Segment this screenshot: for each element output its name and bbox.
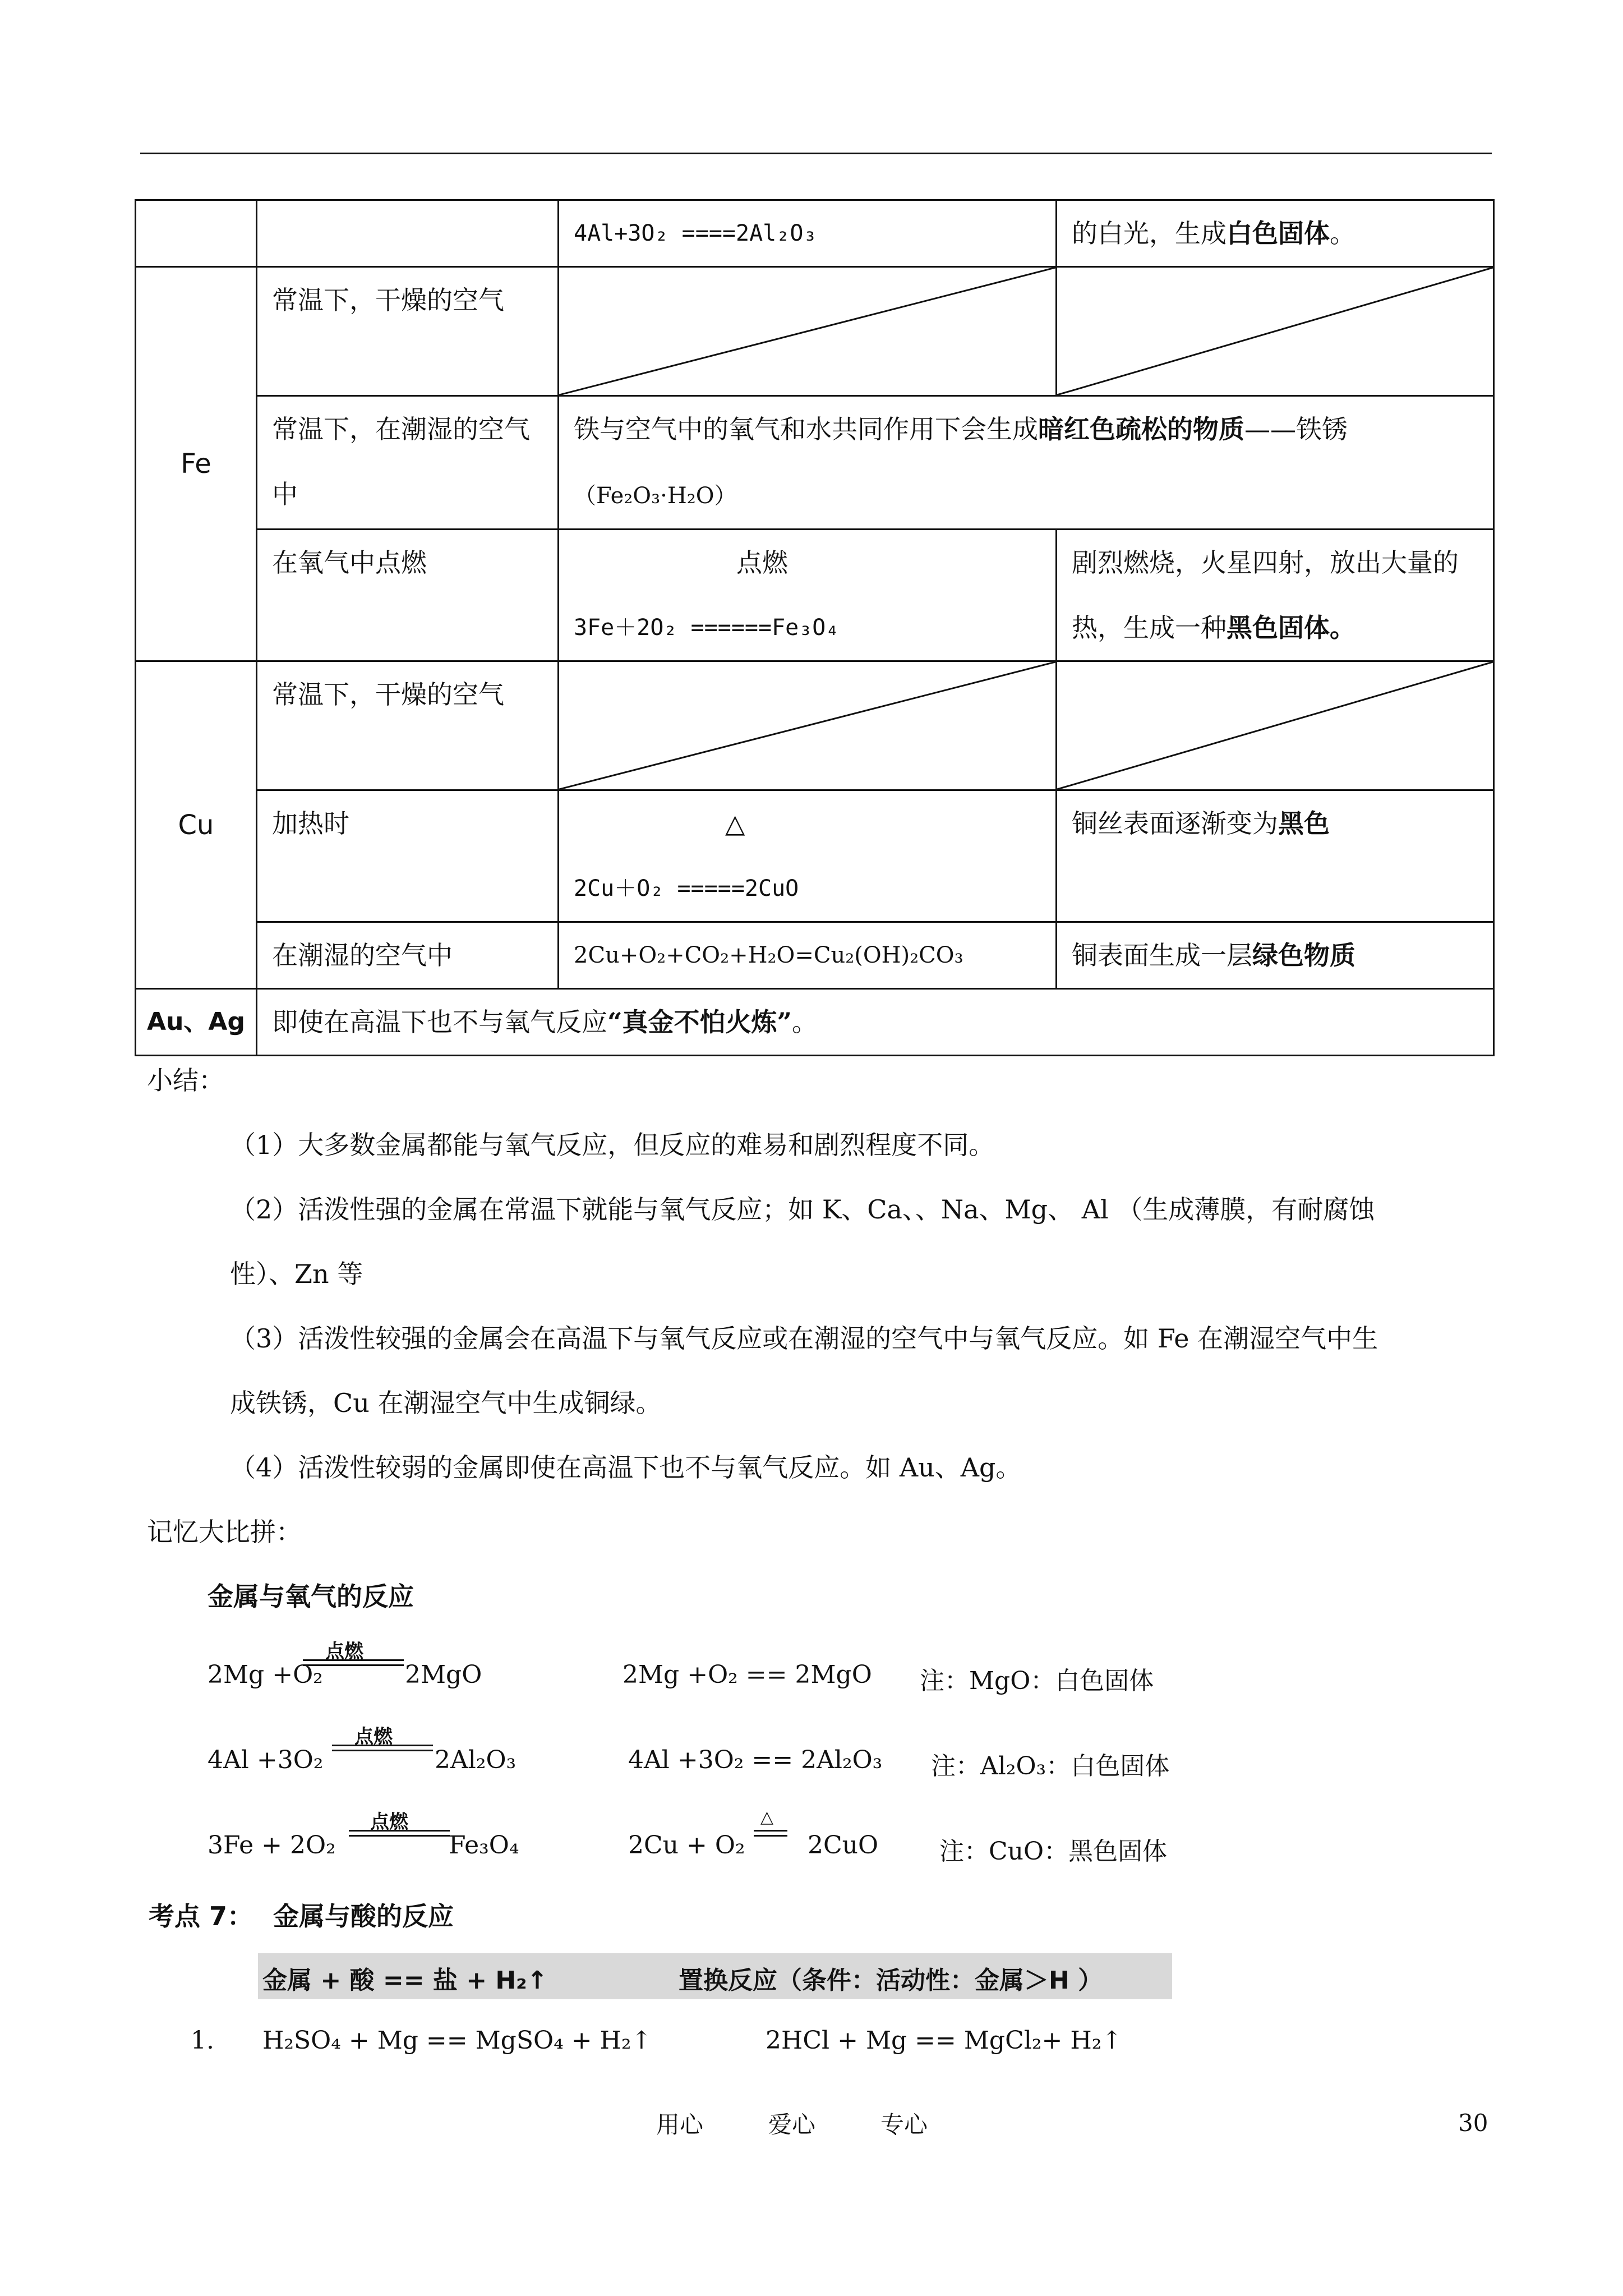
banner-left: 金属 + 酸 == 盐 + H₂↑ bbox=[262, 1966, 548, 1995]
table-row-fe-humid bbox=[136, 396, 1494, 530]
reaction-1-note: 注：MgO：白色固体 bbox=[920, 1667, 1154, 1695]
kaodian-title: 金属与酸的反应 bbox=[273, 1901, 454, 1931]
reaction-arrow bbox=[332, 1745, 433, 1751]
metal-oxygen-table bbox=[135, 199, 1495, 1056]
diagonal-empty-cell bbox=[1057, 661, 1494, 790]
memory-subtitle: 金属与氧气的反应 bbox=[208, 1581, 414, 1612]
cu-humid-phenomenon: 铜表面生成一层绿色物质 bbox=[1057, 922, 1494, 989]
table-row-al bbox=[136, 200, 1494, 267]
table-row-cu-heat bbox=[136, 790, 1494, 922]
table-row-cu-dry bbox=[136, 661, 1494, 790]
cu-heat-equation-cell bbox=[559, 790, 1057, 922]
reaction-arrow bbox=[349, 1830, 450, 1837]
reaction-3-alt-right: 2CuO bbox=[808, 1831, 879, 1860]
cell-empty bbox=[257, 200, 559, 267]
memory-title: 记忆大比拼： bbox=[147, 1517, 302, 1547]
condition-ignite: 点燃 bbox=[370, 1811, 408, 1833]
reaction-1-alt: 2Mg +O₂ == 2MgO bbox=[623, 1660, 872, 1689]
header-rule bbox=[140, 153, 1492, 154]
condition-ignite: 点燃 bbox=[325, 1640, 363, 1663]
diagonal-empty-cell bbox=[1057, 267, 1494, 396]
summary-title: 小结： bbox=[147, 1065, 224, 1096]
al-equation: 4Al+3O₂ ====2Al₂O₃ bbox=[559, 200, 1057, 267]
condition-heat: △ bbox=[760, 1807, 774, 1827]
reaction-2-left: 4Al +3O₂ bbox=[208, 1746, 324, 1774]
auag-description: 即使在高温下也不与氧气反应“真金不怕火炼”。 bbox=[257, 989, 1494, 1056]
cu-condition-humid: 在潮湿的空气中 bbox=[257, 922, 559, 989]
example-equation-1: H₂SO₄ + Mg == MgSO₄ + H₂↑ bbox=[262, 2026, 652, 2055]
reaction-1-right: 2MgO bbox=[405, 1660, 482, 1689]
diagonal-empty-cell bbox=[559, 661, 1057, 790]
example-equation-2: 2HCl + Mg == MgCl₂+ H₂↑ bbox=[766, 2026, 1123, 2055]
fe-condition-dry: 常温下，干燥的空气 bbox=[257, 267, 559, 396]
summary-item-2-line-2: 性）、Zn 等 bbox=[230, 1259, 363, 1289]
footer-word-1: 用心 bbox=[656, 2111, 704, 2138]
cu-equation: 2Cu＋O₂ =====2CuO bbox=[574, 876, 799, 901]
reaction-2-right: 2Al₂O₃ bbox=[435, 1746, 517, 1774]
cu-condition-heat: 加热时 bbox=[257, 790, 559, 922]
summary-item-3-line-2: 成铁锈，Cu 在潮湿空气中生成铜绿。 bbox=[230, 1388, 662, 1418]
diagonal-empty-cell bbox=[559, 267, 1057, 396]
reaction-2-alt: 4Al +3O₂ == 2Al₂O₃ bbox=[628, 1746, 883, 1774]
summary-item-1: （1）大多数金属都能与氧气反应，但反应的难易和剧烈程度不同。 bbox=[230, 1130, 995, 1160]
metal-cu: Cu bbox=[136, 661, 257, 989]
condition-ignite: 点燃 bbox=[354, 1726, 393, 1748]
footer-word-3: 专心 bbox=[880, 2111, 928, 2138]
al-phenomenon: 的白光，生成白色固体。 bbox=[1057, 200, 1494, 267]
cu-heat-phenomenon: 铜丝表面逐渐变为黑色 bbox=[1057, 790, 1494, 922]
reaction-2-note: 注：Al₂O₃：白色固体 bbox=[931, 1752, 1170, 1780]
table-row-fe-dry bbox=[136, 267, 1494, 396]
summary-item-2-line-1: （2）活泼性强的金属在常温下就能与氧气反应；如 K、Ca、、Na、Mg、 Al （生成薄膜，有耐腐蚀 bbox=[230, 1194, 1375, 1225]
reaction-3-left: 3Fe + 2O₂ bbox=[208, 1831, 336, 1860]
reaction-3-right: Fe₃O₄ bbox=[449, 1831, 519, 1860]
condition-ignite: 点燃 bbox=[736, 547, 788, 578]
condition-heat: △ bbox=[725, 808, 745, 839]
cell-empty bbox=[136, 200, 257, 267]
footer-word-2: 爱心 bbox=[768, 2111, 816, 2138]
fe-humid-description: 铁与空气中的氧气和水共同作用下会生成暗红色疏松的物质——铁锈 （Fe₂O₃·H₂O） bbox=[559, 396, 1494, 530]
summary-item-3-line-1: （3）活泼性较强的金属会在高温下与氧气反应或在潮湿的空气中与氧气反应。如 Fe 在潮湿空气中生 bbox=[230, 1323, 1378, 1354]
summary-item-4: （4）活泼性较弱的金属即使在高温下也不与氧气反应。如 Au、Ag。 bbox=[230, 1452, 1022, 1483]
reaction-3-note: 注：CuO：黑色固体 bbox=[939, 1837, 1168, 1866]
banner-right: 置换反应（条件：活动性：金属＞H ） bbox=[679, 1966, 1103, 1995]
table-row-auag bbox=[136, 989, 1494, 1056]
cu-humid-equation: 2Cu+O₂+CO₂+H₂O=Cu₂(OH)₂CO₃ bbox=[559, 922, 1057, 989]
fe-oxygen-phenomenon: 剧烈燃烧，火星四射，放出大量的热，生成一种黑色固体。 bbox=[1057, 530, 1494, 661]
reaction-1-left: 2Mg +O₂ bbox=[208, 1660, 323, 1689]
metal-au-ag: Au、Ag bbox=[136, 989, 257, 1056]
table-row-fe-oxygen bbox=[136, 530, 1494, 661]
kaodian-label: 考点 7： bbox=[149, 1901, 253, 1931]
example-number: 1. bbox=[191, 2026, 214, 2055]
page-number: 30 bbox=[1458, 2109, 1488, 2137]
cu-condition-dry: 常温下，干燥的空气 bbox=[257, 661, 559, 790]
reaction-arrow bbox=[754, 1830, 787, 1837]
reaction-3-alt-left: 2Cu + O₂ bbox=[628, 1831, 745, 1860]
metal-fe: Fe bbox=[136, 267, 257, 661]
fe-equation: 3Fe＋2O₂ ======Fe₃O₄ bbox=[574, 615, 840, 641]
fe-condition-oxygen: 在氧气中点燃 bbox=[257, 530, 559, 661]
fe-condition-humid: 常温下，在潮湿的空气中 bbox=[257, 396, 559, 530]
fe-oxygen-equation-cell bbox=[559, 530, 1057, 661]
table-row-cu-humid bbox=[136, 922, 1494, 989]
